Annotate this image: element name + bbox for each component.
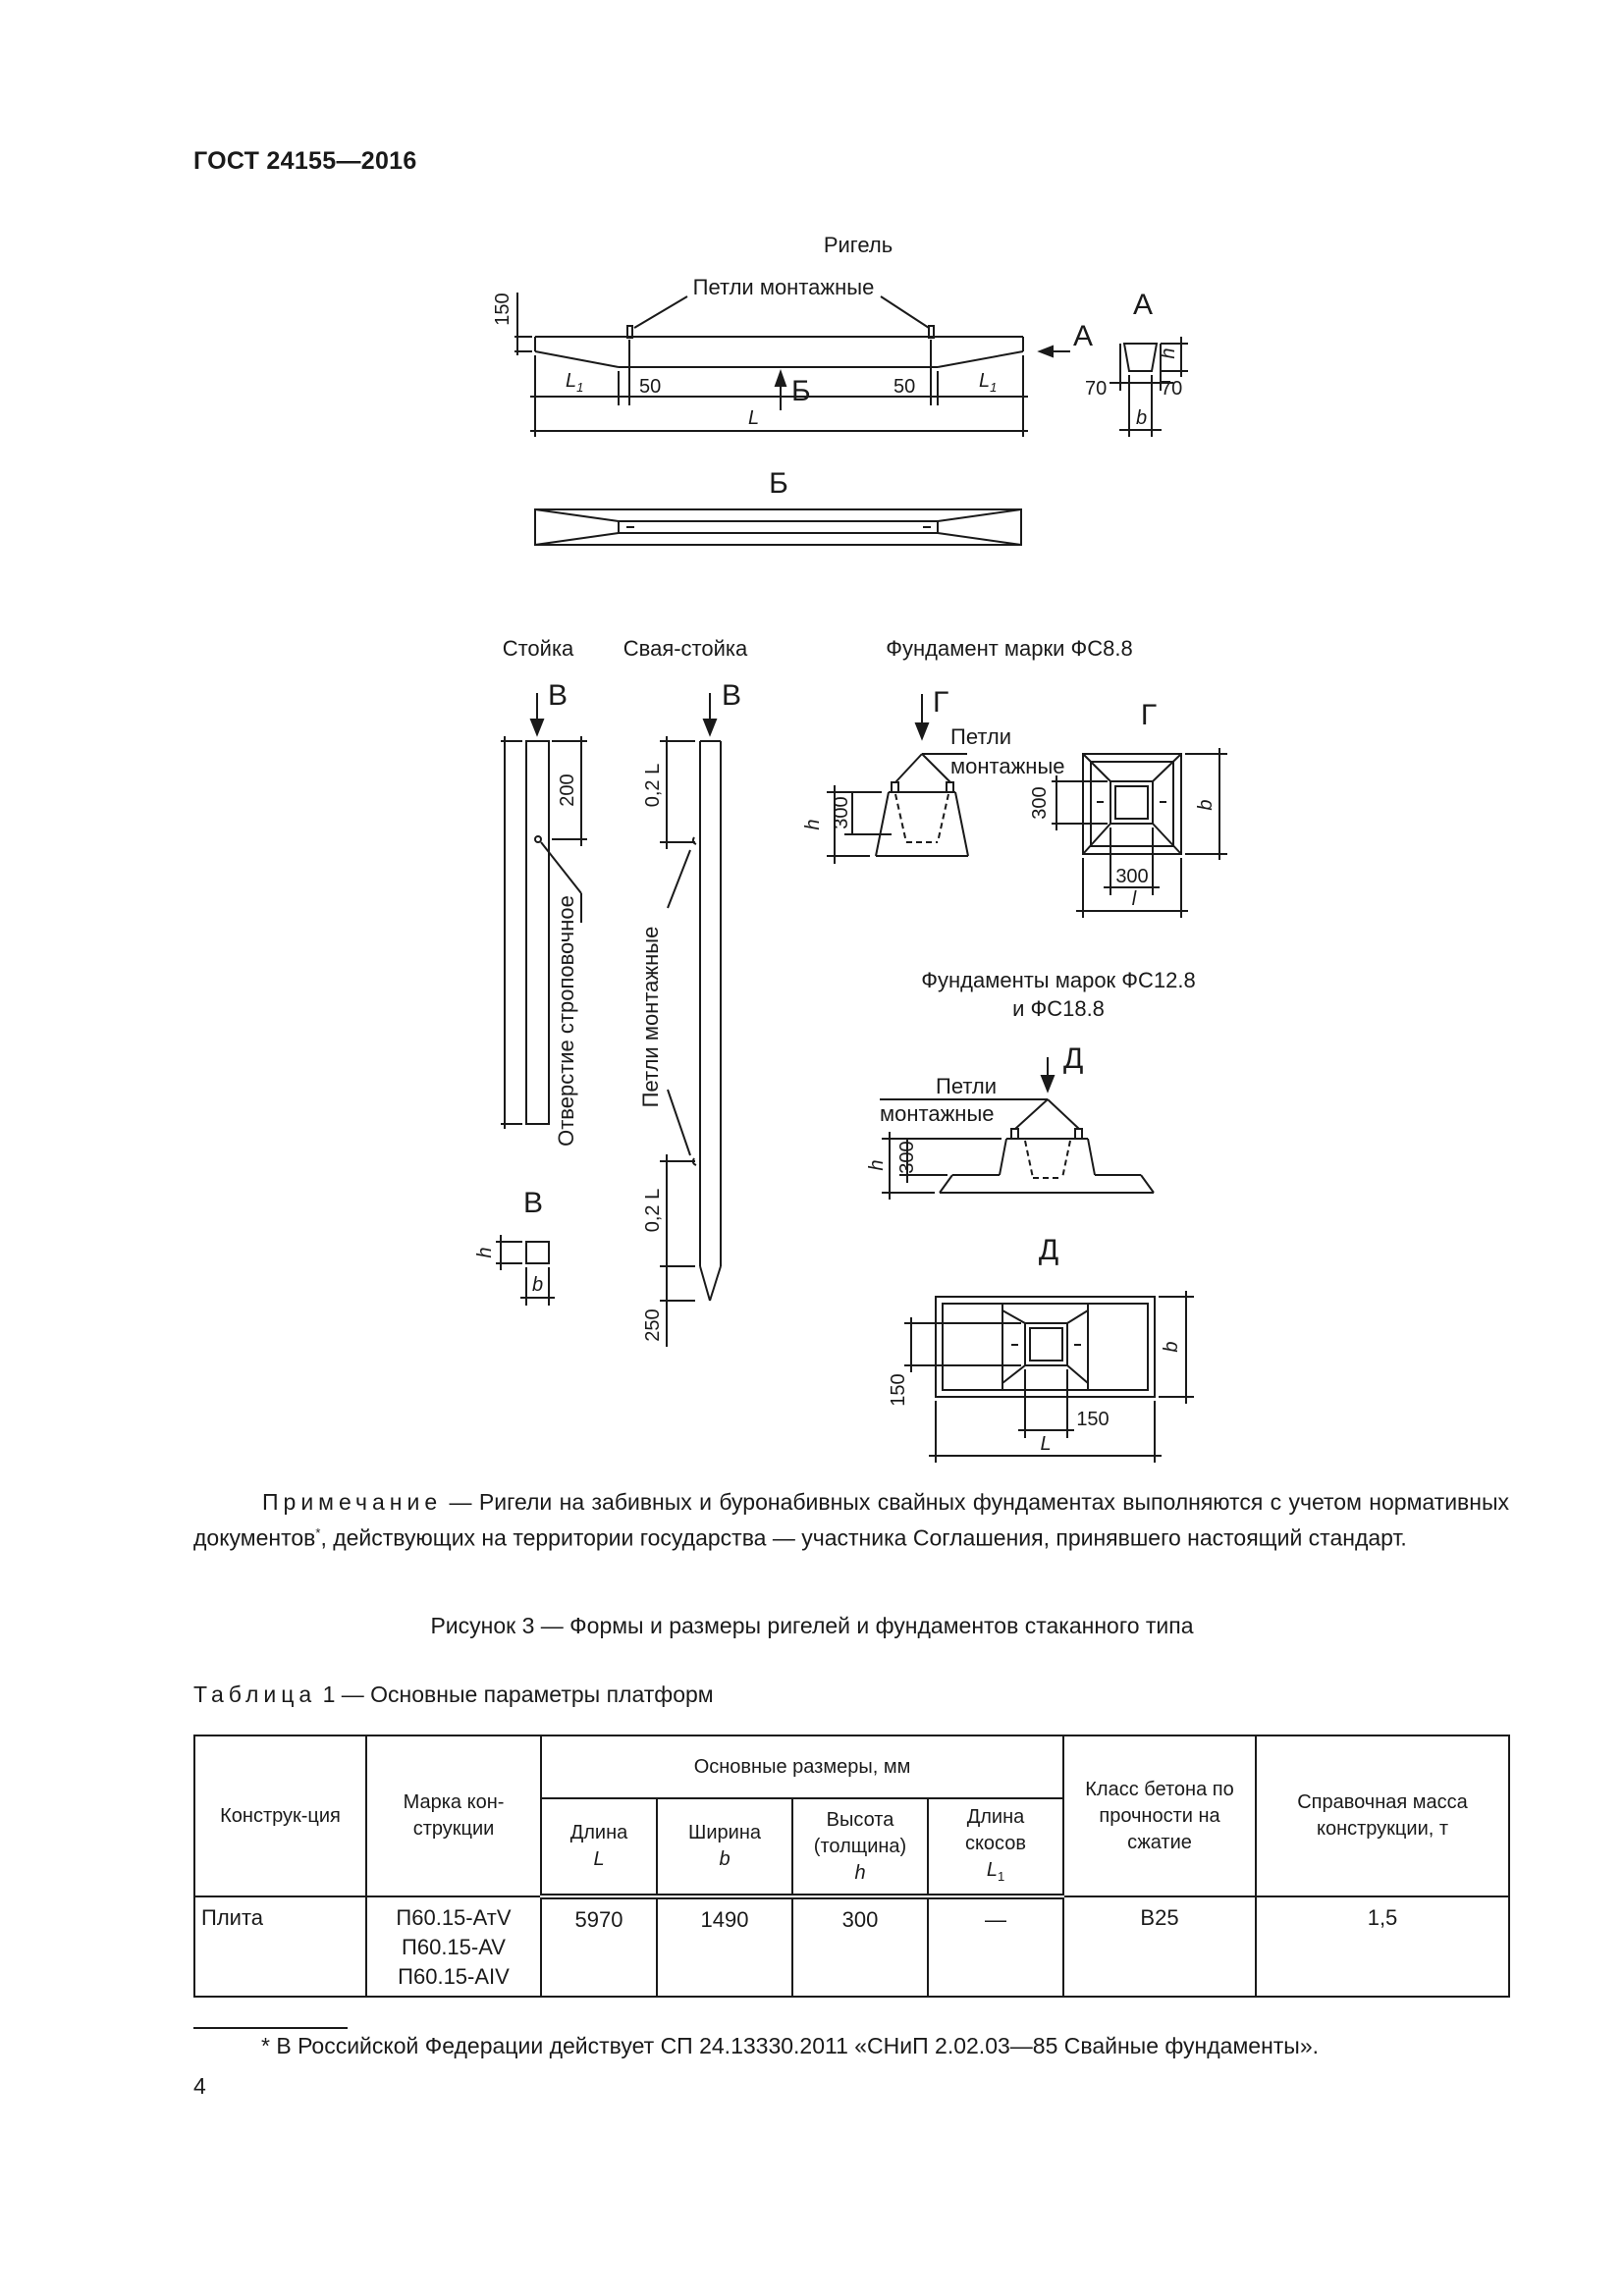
rigel-dim-70-right: 70 [1161,378,1183,400]
fs88-view-g-title: Г [1140,699,1158,731]
document-header: ГОСТ 24155—2016 [193,147,417,175]
fs128-dim-150-h: 150 [1076,1409,1110,1430]
cell-width: 1490 [657,1896,792,1997]
figure-caption: Рисунок 3 — Формы и размеры ригелей и фундаментов стаканного типа [430,1613,1194,1638]
rigel-elevation [514,293,1070,437]
svaya-dim-02l-bottom: 0,2 L [642,1188,664,1233]
figure-note [193,1487,1509,1554]
table-label: Таблица [193,1682,317,1707]
cell-length: 5970 [541,1896,657,1997]
platform-parameters-table [193,1735,1510,1998]
rigel-view-b-title: Б [769,467,788,500]
fs128-dim-l: L [1040,1433,1052,1455]
fs88-plan-view-g [1052,748,1227,918]
header-length: Длина L [541,1798,657,1896]
cell-marks: П60.15-АтV П60.15-AV П60.15-AIV [366,1896,541,1997]
fs128-loops-label-2: монтажные [880,1101,995,1126]
rigel-dim-l1-left: $L_1$ [566,370,584,395]
stoika-arrow-v: В [548,679,568,712]
rigel-view-b [535,509,1021,545]
stoika-title: Стойка [502,636,574,661]
header-main-dims: Основные размеры, мм [541,1735,1063,1798]
fs128-dim-150-v: 150 [888,1373,909,1407]
note-text-1: — Ригели на забивных и буронабивных свайных фундаментах выполняются с учетом нормативных документов [193,1489,1509,1551]
table-title [193,1682,714,1708]
fs88-title: Фундамент марки ФС8.8 [886,636,1133,661]
fs128-dim-h: h [866,1159,888,1171]
fs128-title-1: Фундаменты марок ФС12.8 [921,968,1196,992]
fs128-dim-b: b [1161,1341,1182,1353]
note-text-2: , действующих на территории государства — участника Соглашения, принявшего настоящий стандарт. [320,1524,1407,1551]
header-concrete: Класс бетона по прочности на сжатие [1063,1735,1256,1896]
footnote: * В Российской Федерации действует СП 24.13330.2011 «СНиП 2.02.03—85 Свайные фундаменты». [261,2033,1320,2058]
stoika-hole-label: Отверстие строповочное [554,895,578,1147]
fs88-loops-label-2: монтажные [950,754,1065,778]
svaya-dim-02l-top: 0,2 L [642,763,664,808]
fs88-dim-h: h [802,819,824,830]
fs88-arrow-g: Г [933,686,949,719]
header-height: Высота (толщина) h [792,1798,928,1896]
fs88-side-view [827,694,968,864]
svaya-arrow-v: В [722,679,742,712]
cell-concrete: В25 [1063,1896,1256,1997]
rigel-dim-50-left: 50 [639,376,662,398]
stoika-section-dim-b: b [532,1274,544,1296]
rigel-dim-b: b [1136,407,1148,429]
stoika-dim-200: 200 [557,774,578,807]
cell-mass: 1,5 [1256,1896,1509,1997]
rigel-view-a-title: А [1132,289,1154,321]
stoika-view-v-title: В [522,1187,544,1219]
header-mass: Справочная масса конструкции, т [1256,1735,1509,1896]
fs128-dim-300: 300 [896,1141,918,1174]
svaya-loops-label: Петли монтажные [638,926,663,1108]
svaya-dim-250: 250 [642,1308,664,1342]
fs88-dim-300-side: 300 [831,796,852,829]
fs128-side-view [880,1057,1154,1200]
table-row [194,1896,1509,1997]
note-footnote-mark: * [315,1525,321,1540]
stoika-section-v [496,1235,555,1306]
svaya-elevation [660,693,721,1347]
rigel-arrow-a-label: А [1073,320,1094,352]
fs88-loops-label-1: Петли [950,724,1012,749]
header-construction: Конструк-ция [194,1735,366,1896]
rigel-loops-label: Петли монтажные [692,275,875,299]
page-number: 4 [193,2073,206,2099]
header-mark: Марка кон-струкции [366,1735,541,1896]
stoika-section-dim-h: h [474,1247,496,1258]
header-bevel: Длина скосов $L_1$ [928,1798,1063,1896]
rigel-dim-h: h [1158,347,1179,359]
rigel-arrow-b-label: Б [791,375,811,407]
rigel-title: Ригель [823,233,893,257]
fs88-dim-b: b [1195,799,1217,811]
rigel-dim-150: 150 [492,293,514,326]
note-label: Примечание [262,1489,443,1515]
footnote-separator [193,2027,348,2029]
header-width: Ширина b [657,1798,792,1896]
svaya-title: Свая-стойка [623,636,748,661]
table-number-title: 1 — Основные параметры платформ [316,1682,714,1707]
cell-bevel: — [928,1896,1063,1997]
fs128-loops-label-1: Петли [936,1074,998,1098]
fs128-arrow-d: Д [1063,1042,1084,1075]
fs128-title-2: и ФС18.8 [1012,996,1105,1021]
fs88-dim-300-plan-h: 300 [1115,866,1149,887]
fs128-view-d-title: Д [1038,1234,1059,1266]
fs88-dim-l: l [1131,888,1137,910]
rigel-dim-l: L [748,407,760,429]
rigel-dim-l1-right: $L_1$ [979,370,998,395]
cell-height: 300 [792,1896,928,1997]
rigel-dim-50-right: 50 [893,376,916,398]
rigel-dim-70-left: 70 [1085,378,1108,400]
cell-construction: Плита [194,1896,366,1997]
fs88-dim-300-plan-v: 300 [1029,786,1051,820]
